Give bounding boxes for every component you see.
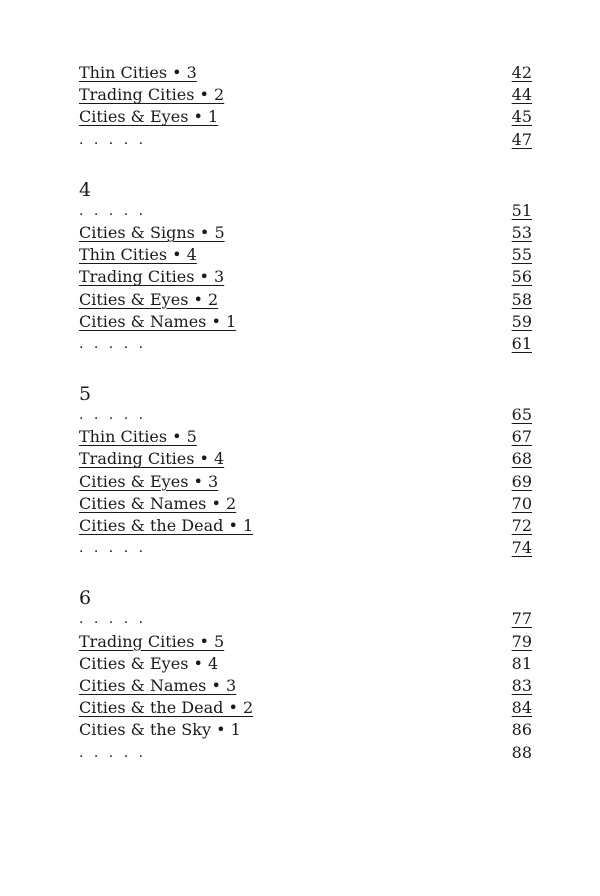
toc-page-number[interactable]: 51 [511, 200, 532, 220]
toc-section [79, 62, 532, 151]
toc-entry-title[interactable]: Cities & the Dead • 1 [79, 516, 254, 535]
toc-page-number[interactable]: 84 [511, 698, 532, 718]
toc-page-number[interactable]: 53 [511, 222, 532, 242]
toc-entry[interactable] [79, 333, 532, 355]
toc-section [79, 178, 532, 355]
toc-entry[interactable] [79, 106, 532, 128]
section-number: 4 [79, 178, 92, 201]
toc-page-number[interactable]: 79 [511, 631, 532, 651]
toc-page-number[interactable]: 77 [511, 609, 532, 629]
toc-page-number[interactable]: 56 [511, 267, 532, 287]
toc-page-number: 88 [511, 742, 532, 762]
toc-entry-title[interactable]: Thin Cities • 4 [79, 245, 197, 265]
toc-entry[interactable] [79, 289, 532, 311]
toc-entry[interactable] [79, 404, 532, 426]
toc-entry-title: Cities & the Sky • 1 [79, 720, 241, 740]
toc-entry[interactable] [79, 84, 532, 106]
toc-entry[interactable] [79, 448, 532, 470]
toc-page-number[interactable]: 67 [511, 427, 532, 447]
toc-page-number[interactable]: 58 [511, 289, 532, 309]
toc-ellipsis: . . . . . [79, 540, 147, 557]
toc-section [79, 382, 532, 559]
toc-entry[interactable] [79, 471, 532, 493]
toc-entry[interactable] [79, 244, 532, 266]
toc-entry[interactable] [79, 266, 532, 288]
toc-entry[interactable] [79, 200, 532, 222]
toc-page-number[interactable]: 45 [511, 107, 532, 127]
toc-entry-title[interactable]: Cities & the Dead • 2 [79, 698, 254, 718]
toc-entry-title[interactable]: Cities & Eyes • 1 [79, 107, 219, 127]
toc-entry [79, 719, 532, 741]
toc-entry-title[interactable]: Cities & Eyes • 3 [79, 471, 219, 491]
toc-entry[interactable] [79, 62, 532, 84]
toc-entry[interactable] [79, 608, 532, 630]
toc-entry-title[interactable]: Trading Cities • 4 [79, 449, 225, 469]
toc-entry[interactable] [79, 631, 532, 653]
toc-entry[interactable] [79, 515, 532, 537]
toc-entry[interactable] [79, 675, 532, 697]
toc-page-number[interactable]: 47 [511, 129, 532, 149]
section-number: 5 [79, 383, 92, 406]
toc-entry-title[interactable]: Thin Cities • 3 [79, 63, 197, 82]
toc-entry-title[interactable]: Trading Cities • 2 [79, 85, 225, 105]
toc-entry-title[interactable]: Cities & Names • 1 [79, 311, 237, 331]
toc-entry-title[interactable]: Cities & Eyes • 2 [79, 289, 219, 309]
toc-entry-title[interactable]: Thin Cities • 5 [79, 427, 197, 447]
toc-page-number[interactable]: 68 [511, 449, 532, 469]
toc-page-number[interactable]: 69 [511, 471, 532, 491]
toc-ellipsis: . . . . . [79, 407, 147, 424]
toc-ellipsis: . . . . . [79, 131, 147, 148]
toc-entry-title[interactable]: Trading Cities • 5 [79, 631, 225, 651]
toc-entry [79, 653, 532, 675]
toc-entry-title[interactable]: Cities & Names • 3 [79, 675, 237, 695]
section-number: 6 [79, 587, 92, 610]
toc-entry[interactable] [79, 222, 532, 244]
toc-ellipsis: . . . . . [79, 202, 147, 219]
toc-entry-title[interactable]: Cities & Signs • 5 [79, 222, 225, 242]
toc-page-number: 81 [511, 653, 532, 673]
toc-entry[interactable] [79, 311, 532, 333]
toc-entry[interactable] [79, 426, 532, 448]
toc-page-number[interactable]: 65 [511, 405, 532, 425]
toc-entry[interactable] [79, 493, 532, 515]
toc-page-number[interactable]: 44 [511, 85, 532, 105]
toc-entry-title: Cities & Eyes • 4 [79, 653, 219, 673]
toc-ellipsis: . . . . . [79, 744, 147, 761]
toc-entry [79, 742, 532, 764]
toc-page-number[interactable]: 55 [511, 245, 532, 265]
toc-entry[interactable] [79, 697, 532, 719]
toc-entry-title[interactable]: Cities & Names • 2 [79, 493, 237, 513]
toc-page-number: 86 [511, 720, 532, 740]
toc-entry[interactable] [79, 537, 532, 559]
toc-page-number[interactable]: 72 [511, 516, 532, 535]
toc-section [79, 586, 532, 763]
toc-page-number[interactable]: 61 [511, 333, 532, 353]
toc-entry-title[interactable]: Trading Cities • 3 [79, 267, 225, 287]
toc-page-number[interactable]: 42 [511, 63, 532, 82]
toc-ellipsis: . . . . . [79, 611, 147, 628]
toc-entry[interactable] [79, 129, 532, 151]
toc-page-number[interactable]: 74 [511, 538, 532, 558]
toc-page-number[interactable]: 70 [511, 493, 532, 513]
toc-ellipsis: . . . . . [79, 335, 147, 352]
toc-page-number[interactable]: 83 [511, 675, 532, 695]
toc-page-number[interactable]: 59 [511, 311, 532, 331]
